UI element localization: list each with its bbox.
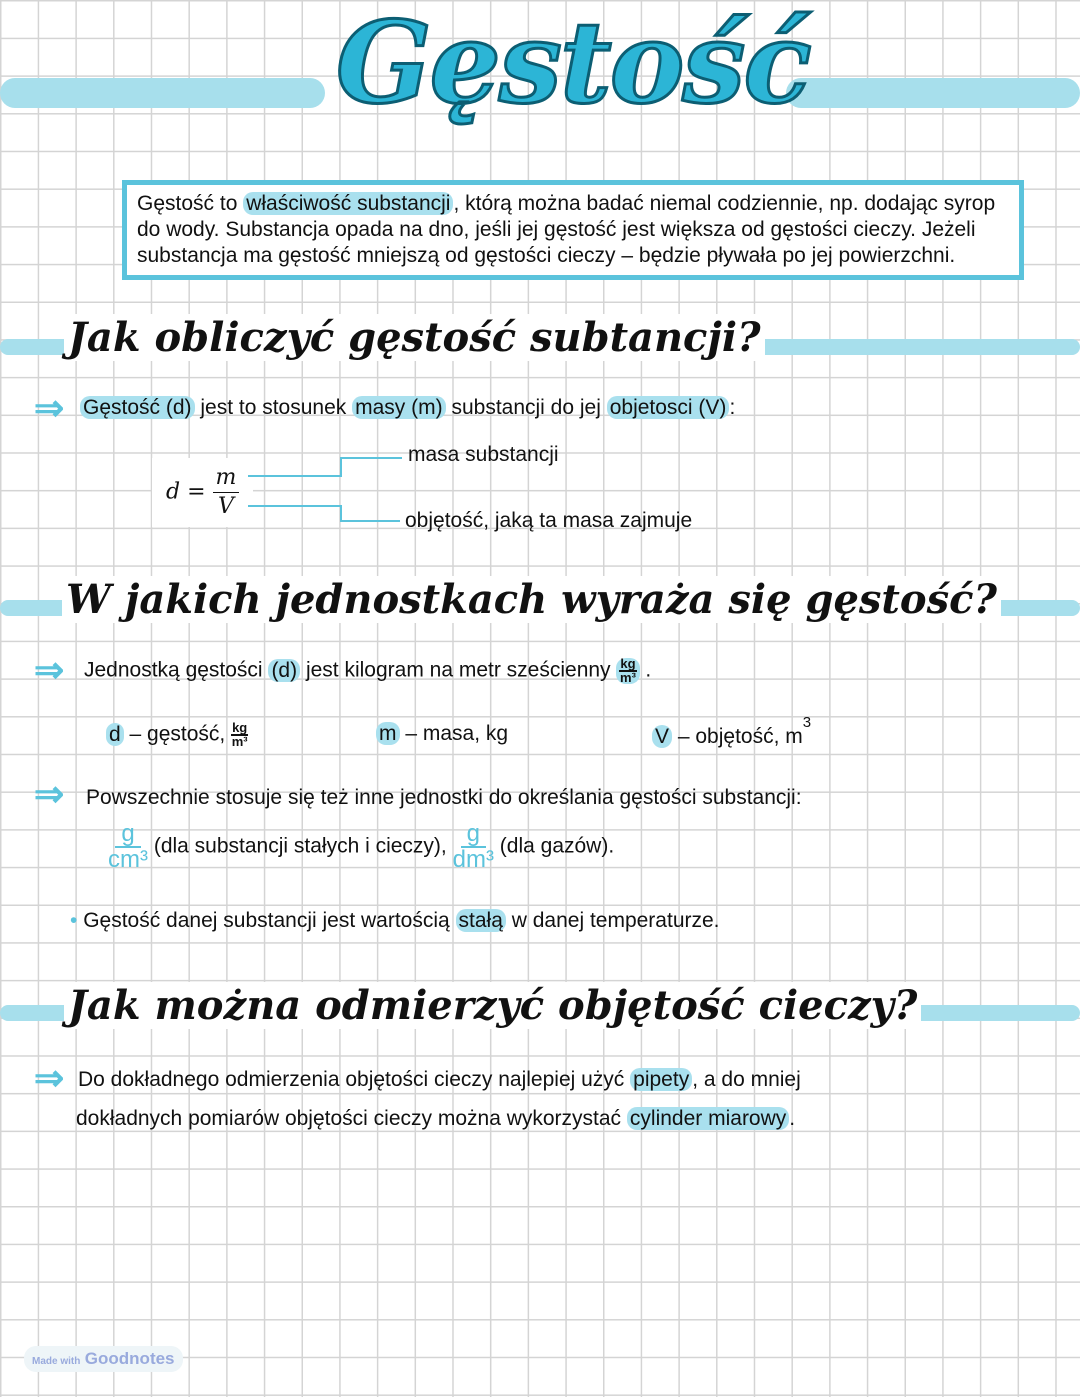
connector (248, 505, 342, 507)
text: w danej temperaturze. (505, 909, 720, 932)
text: (dla substancji stałych i cieczy), (153, 834, 447, 858)
frac-num: g (115, 822, 140, 848)
frac-den: dm³ (452, 846, 494, 873)
connector (340, 457, 342, 477)
highlight: stałą (456, 909, 506, 932)
arrow-icon: ⇒ (34, 1057, 65, 1098)
formula-denominator: V (218, 494, 234, 519)
measure-line-2 (76, 1107, 795, 1131)
section-heading: Jak można odmierzyć objętość cieczy? (64, 982, 921, 1029)
text: Jednostką gęstości (84, 658, 269, 682)
text: . (789, 1107, 796, 1130)
frac-den: cm³ (108, 846, 148, 873)
unit-g-cm3 (108, 822, 614, 872)
title-bar-right (786, 78, 1080, 108)
text: , a do mniej (692, 1068, 801, 1091)
highlight: masy (m) (352, 396, 446, 419)
intro-text: do wody. Substancja opada na dno, jeśli jej gęstość jest większa od gęstości cieczy. Jeżeli (137, 218, 976, 241)
watermark-brand: Goodnotes (84, 1349, 175, 1368)
def-density (106, 722, 248, 748)
measure-line-1 (78, 1068, 801, 1092)
intro-text: Gęstość to (137, 192, 244, 215)
highlight: cylinder miarowy (627, 1107, 789, 1130)
text: (dla gazów). (499, 834, 615, 858)
highlight: pipety (630, 1068, 692, 1091)
section-heading: W jakich jednostkach wyraża się gęstość? (62, 576, 1001, 623)
text: Gęstość danej substancji jest wartością (83, 909, 456, 932)
highlight: objetosci (V) (607, 396, 730, 419)
frac-num: g (461, 822, 486, 848)
connector (248, 475, 340, 477)
highlight: (d) (268, 659, 300, 682)
text: substancji do jej (445, 396, 607, 419)
connector (340, 457, 402, 459)
text: jest to stosunek (194, 396, 353, 419)
arrow-icon: ⇒ (34, 387, 65, 428)
density-formula (152, 458, 253, 527)
arrow-icon: ⇒ (34, 773, 65, 814)
formula-numerator: m (213, 464, 240, 493)
def-volume (652, 714, 812, 749)
frac-den: m³ (620, 670, 636, 685)
density-definition: Gęstość (d) jest to stosunek masy (m) substancji do jej objetosci (V) : (80, 396, 735, 420)
frac-num: kg (232, 720, 248, 735)
intro-text: substancja ma gęstość mniejszą od gęstości cieczy – będzie pływała po jej powierzchni. (137, 244, 956, 267)
bullet-constant: • Gęstość danej substancji jest wartością stałą w danej temperaturze. (70, 909, 720, 932)
text: – objętość, m (672, 725, 803, 748)
frac-den: m³ (231, 734, 248, 749)
page-title: Gęstość (336, 0, 810, 129)
section-heading: Jak obliczyć gęstość subtancji? (64, 314, 765, 361)
highlight: właściwość substancji (243, 192, 453, 215)
highlight: Gęstość (d) (80, 396, 195, 419)
intro-box (122, 180, 1024, 280)
superscript: 3 (802, 714, 812, 731)
formula-lhs: d = (166, 479, 206, 505)
frac-num: kg (620, 656, 636, 671)
connector (340, 520, 400, 522)
label-mass: masa substancji (408, 443, 559, 466)
unit-sentence: Jednostką gęstości (d) jest kilogram na metr sześcienny $\frac{kg}{\text{m³}}$ . (84, 656, 652, 685)
watermark-made: Made with (32, 1356, 81, 1367)
def-mass (376, 722, 508, 746)
highlight: V (652, 725, 672, 748)
text: – gęstość, (123, 722, 232, 746)
label-volume: objętość, jaką ta masa zajmuje (405, 509, 693, 532)
text: dokładnych pomiarów objętości cieczy można wykorzystać (76, 1107, 627, 1130)
highlight: d (106, 723, 124, 746)
other-units: Powszechnie stosuje się też inne jednostki do określania gęstości substancji: (86, 786, 802, 809)
text: Do dokładnego odmierzenia objętości cieczy najlepiej użyć (78, 1068, 631, 1091)
highlight: m (376, 722, 400, 745)
text: jest kilogram na metr sześcienny (300, 658, 617, 682)
arrow-icon: ⇒ (34, 649, 65, 690)
intro-text: , którą można badać niemal codziennie, np. dodając syrop (453, 192, 996, 215)
goodnotes-watermark (24, 1346, 183, 1372)
text: – masa, kg (399, 722, 509, 745)
title-bar-left (0, 78, 325, 108)
